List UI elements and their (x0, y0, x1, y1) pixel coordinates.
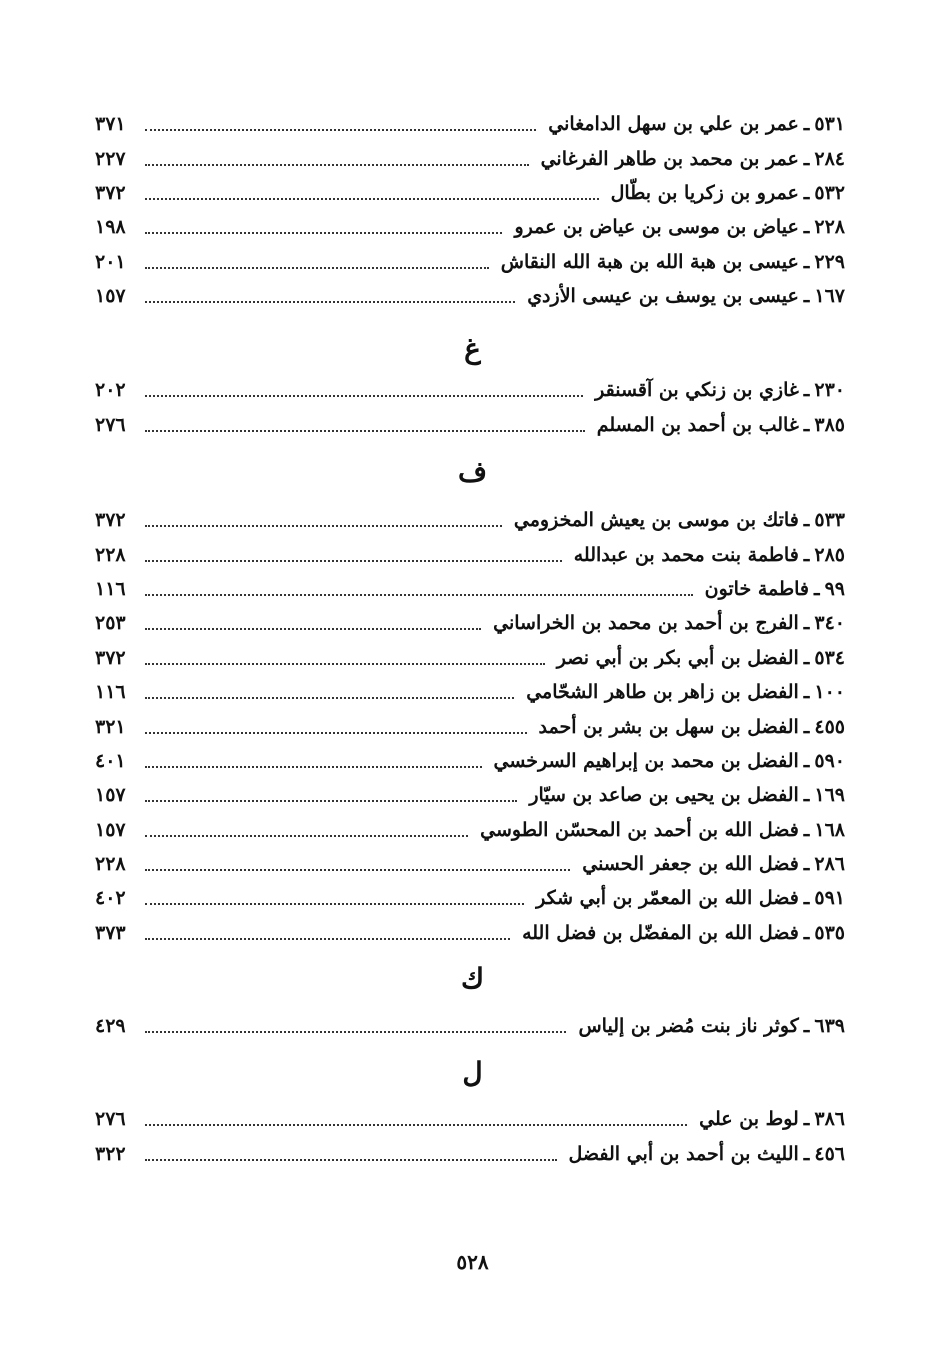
entry-page: ٣٧٢ (95, 509, 126, 532)
leader-dots (145, 835, 468, 837)
entry-name: عمرو بن زكريا بن بطّال (610, 181, 799, 204)
entry-dash: ـ (803, 379, 810, 402)
entry-dash: ـ (803, 921, 810, 944)
entry-name: فاطمة بنت محمد بن عبدالله (573, 543, 799, 566)
entry-name: غازي بن زنكي بن آقسنقر (595, 379, 799, 402)
leader-dots (145, 301, 515, 303)
section-letter: ف (457, 455, 488, 488)
leader-dots (145, 1159, 557, 1161)
entry-dash: ـ (803, 285, 810, 308)
entry-name: عمر بن علي بن سهل الدامغاني (548, 113, 799, 136)
entry-number: ٥٣٤ (814, 646, 845, 669)
entry-name: الفضل بن يحيى بن صاعد بن سيّار (529, 784, 799, 807)
index-section (95, 1102, 845, 1171)
leader-dots (145, 198, 599, 200)
entry-dash: ـ (803, 113, 810, 136)
entry-number: ٣٨٥ (814, 413, 845, 436)
entry-name: عياض بن موسى بن عياض بن عمرو (514, 216, 799, 239)
leader-dots (145, 628, 481, 630)
entry-name: عمر بن محمد بن طاهر الفرغاني (540, 147, 799, 170)
leader-dots (145, 525, 502, 527)
section-letter: غ (464, 332, 481, 365)
entry-name: فاتك بن موسى بن يعيش المخزومي (513, 509, 799, 532)
leader-dots (145, 869, 570, 871)
leader-dots (145, 1031, 566, 1033)
entry-dash: ـ (814, 577, 820, 600)
entry-page: ٢٧٦ (95, 1108, 126, 1131)
entry-number: ٩٩ (824, 577, 845, 600)
index-entry (95, 744, 845, 778)
entry-number: ١٦٧ (814, 285, 845, 308)
entry-dash: ـ (803, 1015, 810, 1038)
index-entry (95, 847, 845, 881)
entry-page: ٣٢١ (95, 715, 126, 738)
index-entry (95, 407, 845, 441)
entry-number: ٦٣٩ (814, 1015, 845, 1038)
section-letter: ك (460, 962, 485, 995)
entry-page: ١٥٧ (95, 285, 126, 308)
entry-dash: ـ (803, 681, 810, 704)
entry-page: ٢٧٦ (95, 413, 126, 436)
entry-number: ٥٣٣ (814, 509, 845, 532)
entry-dash: ـ (803, 749, 810, 772)
entry-page: ٢٢٨ (95, 543, 126, 566)
index-entry (95, 709, 845, 743)
entry-page: ٢٢٧ (95, 147, 126, 170)
leader-dots (145, 129, 536, 131)
index-entry (95, 1136, 845, 1170)
entry-number: ٥٣٢ (814, 181, 845, 204)
leader-dots (145, 560, 562, 562)
index-entry (95, 176, 845, 210)
entry-name: كوثر ناز بنت مُضر بن إلياس (578, 1015, 799, 1038)
index-entry (95, 245, 845, 279)
entry-name: فضل الله بن أحمد بن المحسّن الطوسي (480, 818, 799, 841)
entry-dash: ـ (803, 715, 810, 738)
entry-dash: ـ (803, 181, 810, 204)
index-entry (95, 675, 845, 709)
leader-dots (145, 732, 527, 734)
leader-dots (145, 164, 529, 166)
leader-dots (145, 697, 514, 699)
leader-dots (145, 663, 545, 665)
entry-page: ٣٢٢ (95, 1142, 126, 1165)
entry-name: فاطمة خاتون (704, 577, 809, 600)
index-section (95, 373, 845, 442)
entry-page: ١٩٨ (95, 216, 126, 239)
entry-page: ٢٥٣ (95, 612, 126, 635)
leader-dots (145, 232, 502, 234)
entry-page: ٣٧٢ (95, 181, 126, 204)
index-entry (95, 813, 845, 847)
entry-dash: ـ (803, 543, 810, 566)
index-entry (95, 572, 845, 606)
entry-number: ٢٨٦ (814, 853, 845, 876)
leader-dots (145, 1124, 687, 1126)
leader-dots (145, 267, 489, 269)
leader-dots (145, 430, 585, 432)
entry-dash: ـ (803, 250, 810, 273)
index-entry (95, 503, 845, 537)
entry-number: ١٦٨ (814, 818, 845, 841)
entry-dash: ـ (803, 818, 810, 841)
page-number: ٥٢٨ (456, 1250, 489, 1274)
entry-name: عيسى بن هبة الله بن هبة الله النقاش (500, 250, 799, 273)
index-entry (95, 641, 845, 675)
entry-number: ٢٢٨ (814, 216, 845, 239)
entry-page: ٣٧٣ (95, 921, 126, 944)
entry-name: الفضل بن أبي بكر بن أبي نصر (556, 646, 799, 669)
index-entry (95, 210, 845, 244)
entry-name: فضل الله بن المفضّل بن فضل الله (522, 921, 799, 944)
entry-dash: ـ (803, 147, 810, 170)
index-entry (95, 373, 845, 407)
entry-name: لوط بن علي (699, 1108, 799, 1131)
index-section (95, 1009, 845, 1043)
entry-number: ٢٢٩ (814, 250, 845, 273)
index-entry (95, 279, 845, 313)
entry-page: ٢٠٢ (95, 379, 126, 402)
leader-dots (145, 594, 693, 596)
entry-name: غالب بن أحمد بن المسلم (596, 413, 799, 436)
entry-name: الفضل بن سهل بن بشر بن أحمد (538, 715, 799, 738)
entry-page: ٤٠١ (95, 749, 126, 772)
entry-dash: ـ (803, 612, 810, 635)
entry-page: ٣٧٢ (95, 646, 126, 669)
entry-number: ١٠٠ (814, 681, 845, 704)
entry-dash: ـ (803, 784, 810, 807)
entry-number: ١٦٩ (814, 784, 845, 807)
index-entry (95, 916, 845, 950)
entry-number: ٥٣٥ (814, 921, 845, 944)
entry-name: الفضل بن محمد بن إبراهيم السرخسي (493, 749, 799, 772)
entry-dash: ـ (803, 216, 810, 239)
entry-number: ٢٨٥ (814, 543, 845, 566)
entry-name: الليث بن أحمد بن أبي الفضل (568, 1142, 799, 1165)
index-entry (95, 881, 845, 915)
entry-number: ٢٨٤ (814, 147, 845, 170)
index-entry (95, 778, 845, 812)
leader-dots (145, 766, 482, 768)
leader-dots (145, 938, 510, 940)
entry-name: الفرج بن أحمد بن محمد بن الخراساني (493, 612, 799, 635)
entry-dash: ـ (803, 887, 810, 910)
entry-page: ١١٦ (95, 577, 126, 600)
entry-page: ١١٦ (95, 681, 126, 704)
entry-name: فضل الله بن جعفر الحسني (582, 853, 799, 876)
entry-page: ٢٠١ (95, 250, 126, 273)
entry-number: ٣٤٠ (814, 612, 845, 635)
entry-dash: ـ (803, 853, 810, 876)
entry-page: ٢٢٨ (95, 853, 126, 876)
index-section (95, 107, 845, 313)
entry-number: ٤٥٦ (814, 1142, 845, 1165)
entry-page: ٤٠٢ (95, 887, 126, 910)
entry-page: ١٥٧ (95, 818, 126, 841)
index-entry (95, 537, 845, 571)
entry-dash: ـ (803, 1108, 810, 1131)
entry-page: ٣٧١ (95, 113, 126, 136)
entry-number: ٥٩٠ (814, 749, 845, 772)
entry-number: ٣٨٦ (814, 1108, 845, 1131)
entry-dash: ـ (803, 1142, 810, 1165)
entry-page: ٤٢٩ (95, 1015, 126, 1038)
index-entry (95, 107, 845, 141)
entry-dash: ـ (803, 509, 810, 532)
leader-dots (145, 395, 583, 397)
index-entry (95, 1009, 845, 1043)
leader-dots (145, 903, 524, 905)
entry-page: ١٥٧ (95, 784, 126, 807)
index-entry (95, 606, 845, 640)
entry-dash: ـ (803, 413, 810, 436)
entry-number: ٢٣٠ (814, 379, 845, 402)
entry-number: ٥٣١ (814, 113, 845, 136)
index-entry (95, 141, 845, 175)
section-letter: ل (462, 1056, 483, 1089)
entry-name: فضل الله بن المعمّر بن أبي شكر (536, 887, 799, 910)
index-section (95, 503, 845, 950)
entry-dash: ـ (803, 646, 810, 669)
leader-dots (145, 800, 517, 802)
entry-number: ٤٥٥ (814, 715, 845, 738)
entry-number: ٥٩١ (814, 887, 845, 910)
index-entry (95, 1102, 845, 1136)
entry-name: الفضل بن زاهر بن طاهر الشحّامي (526, 681, 799, 704)
entry-name: عيسى بن يوسف بن عيسى الأزدي (527, 285, 799, 308)
